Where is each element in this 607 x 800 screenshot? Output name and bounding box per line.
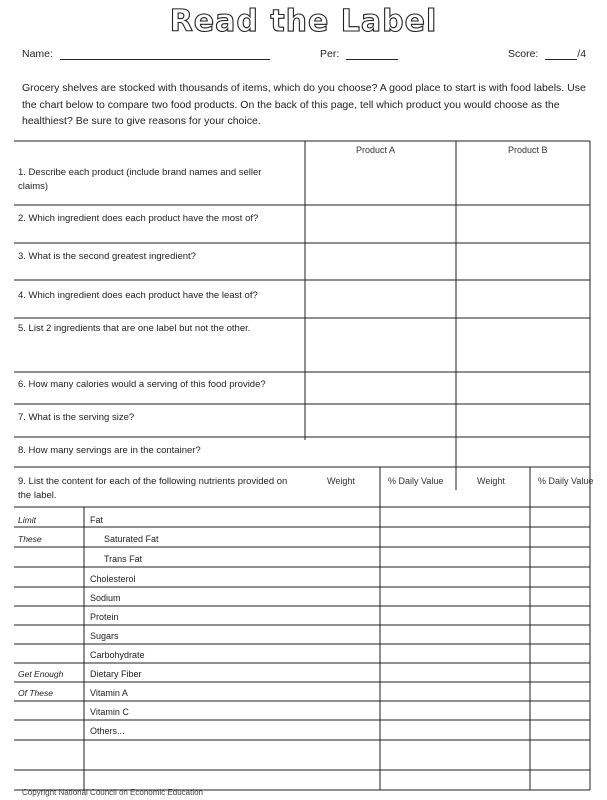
product-a-header: Product A xyxy=(356,145,396,155)
nutrient-carbohydrate: Carbohydrate xyxy=(90,650,145,660)
daily-value-b-header: % Daily Value xyxy=(538,476,594,486)
worksheet-title: Read the Label xyxy=(169,4,438,39)
nutrient-sodium: Sodium xyxy=(90,593,121,603)
side-note-these: These xyxy=(18,534,42,544)
nutrient-saturated-fat: Saturated Fat xyxy=(104,534,159,544)
question-3: 3. What is the second greatest ingredient? xyxy=(18,251,196,262)
side-note-of-these: Of These xyxy=(18,688,53,698)
nutrient-vitamin-c: Vitamin C xyxy=(90,707,129,717)
instructions: Grocery shelves are stocked with thousands of items, which do you choose? A good place to start is with food labels. Use the chart below to compare two food products. On the back of this page, tell which product you would choose as the healthiest? Be sure to give reasons for your choice. xyxy=(22,82,586,127)
nutrient-protein: Protein xyxy=(90,612,119,622)
nutrient-vitamin-a: Vitamin A xyxy=(90,688,128,698)
question-7: 7. What is the serving size? xyxy=(18,412,135,423)
side-note-limit: Limit xyxy=(18,515,36,525)
nutrient-fat: Fat xyxy=(90,515,104,525)
name-label: Name: xyxy=(22,48,53,60)
copyright-footer: Copyright National Council on Economic Education xyxy=(22,788,203,797)
nutrient-dietary-fiber: Dietary Fiber xyxy=(90,669,142,679)
score-total: /4 xyxy=(577,48,587,60)
daily-value-a-header: % Daily Value xyxy=(388,476,444,486)
question-1: 1. Describe each product (include brand names and seller claims) xyxy=(18,167,262,192)
nutrient-others: Others... xyxy=(90,726,125,736)
product-b-header: Product B xyxy=(508,145,548,155)
question-2: 2. Which ingredient does each product have the most of? xyxy=(18,213,259,224)
side-note-get-enough: Get Enough xyxy=(18,669,64,679)
question-9: 9. List the content for each of the following nutrients provided on the label. xyxy=(18,476,288,501)
question-8: 8. How many servings are in the container? xyxy=(18,445,201,456)
question-4: 4. Which ingredient does each product have the least of? xyxy=(18,290,258,301)
question-5: 5. List 2 ingredients that are one label but not the other. xyxy=(18,323,251,334)
nutrient-cholesterol: Cholesterol xyxy=(90,574,136,584)
nutrient-trans-fat: Trans Fat xyxy=(104,554,143,564)
score-label: Score: xyxy=(508,48,539,60)
nutrient-sugars: Sugars xyxy=(90,631,119,641)
weight-a-header: Weight xyxy=(327,476,355,486)
weight-b-header: Weight xyxy=(477,476,505,486)
question-6: 6. How many calories would a serving of this food provide? xyxy=(18,379,266,390)
period-label: Per: xyxy=(320,48,340,60)
